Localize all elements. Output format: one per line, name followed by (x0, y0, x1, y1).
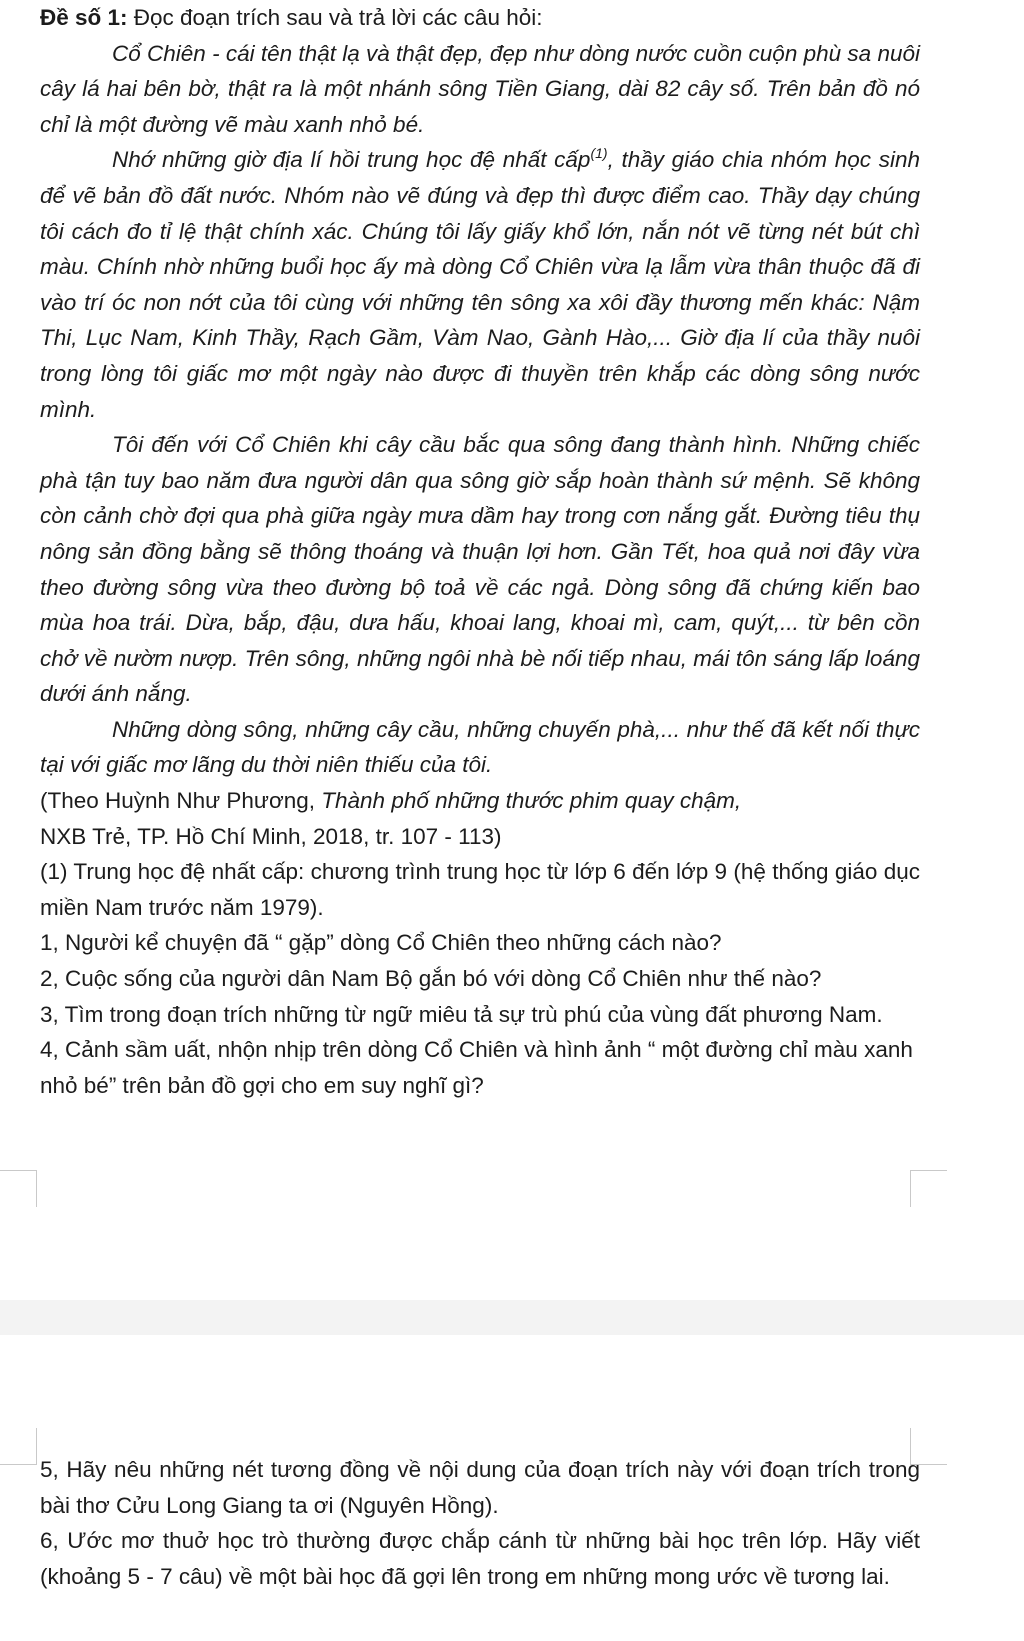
passage-paragraph-3: Tôi đến với Cổ Chiên khi cây cầu bắc qua sông đang thành hình. Những chiếc phà tận tuy bao năm đưa người dân qua sông giờ sắp hoàn thành sứ mệnh. Sẽ không còn cảnh chờ đợi qua phà giữa ngày mưa dầm hay trong cơn nắng gắt. Đường tiêu thụ nông sản đồng bằng sẽ thông thoáng và thuận lợi hơn. Gần Tết, hoa quả nơi đây vừa theo đường sông vừa theo đường bộ toả về các ngả. Dòng sông đã chứng kiến bao mùa hoa trái. Dừa, bắp, đậu, dưa hấu, khoai lang, khoai mì, cam, quýt,... từ bên cồn chở về nườm nượp. Trên sông, những ngôi nhà bè nối tiếp nhau, mái tôn sáng lấp loáng dưới ánh nắng. (40, 432, 920, 707)
question-4: 4, Cảnh sầm uất, nhộn nhịp trên dòng Cổ Chiên và hình ảnh “ một đường chỉ màu xanh nhỏ bé” trên bản đồ gợi cho em suy nghĩ gì? (40, 1037, 913, 1098)
question-3: 3, Tìm trong đoạn trích những từ ngữ miêu tả sự trù phú của vùng đất phương Nam. (40, 1001, 883, 1027)
footnote-marker: (1) (590, 145, 608, 162)
exam-heading (40, 0, 920, 36)
exam-instruction: Đọc đoạn trích sau và trả lời các câu hỏi: (127, 5, 543, 30)
exam-sheet-part-2 (40, 1452, 920, 1594)
page-corner-mark-bottom-left (0, 1428, 37, 1465)
exam-sheet-part-1 (40, 0, 920, 1103)
passage-paragraph-4: Những dòng sông, những cây cầu, những chuyến phà,... như thế đã kết nối thực tại với giấc mơ lãng du thời niên thiếu của tôi. (40, 716, 920, 778)
footnote-text: (1) Trung học đệ nhất cấp: chương trình trung học từ lớp 6 đến lớp 9 (hệ thống giáo dục miền Nam trước năm 1979). (40, 859, 920, 920)
exam-number-label: Đề số 1: (40, 5, 128, 30)
passage-paragraph-2-rest: , thầy giáo chia nhóm học sinh để vẽ bản đồ đất nước. Nhóm nào vẽ đúng và đẹp thì được điểm cao. Thầy dạy chúng tôi cách đo tỉ lệ thật chính xác. Chúng tôi lấy giấy khổ lớn, nắn nót vẽ từng nét bút chì màu. Chính nhờ những buổi học ấy mà dòng Cổ Chiên vừa lạ lẫm vừa thân thuộc đã đi vào trí óc non nớt của tôi cùng với những tên sông xa xôi đầy thương mến khác: Nậm Thi, Lục Nam, Kinh Thầy, Rạch Gầm, Vàm Nao, Gành Hào,... Giờ địa lí của thầy nuôi trong lòng tôi giấc mơ một ngày nào được đi thuyền trên khắp các dòng sông nước mình. (40, 147, 921, 422)
passage-paragraph-1: Cổ Chiên - cái tên thật lạ và thật đẹp, đẹp như dòng nước cuồn cuộn phù sa nuôi cây lá hai bên bờ, thật ra là một nhánh sông Tiền Giang, dài 82 cây số. Trên bản đồ nó chỉ là một đường vẽ màu xanh nhỏ bé. (40, 40, 920, 137)
page-corner-mark-top-left (0, 1170, 37, 1207)
question-1: 1, Người kể chuyện đã “ gặp” dòng Cổ Chiên theo những cách nào? (40, 930, 722, 956)
question-2: 2, Cuộc sống của người dân Nam Bộ gắn bó với dòng Cổ Chiên như thế nào? (40, 966, 822, 992)
question-5: 5, Hãy nêu những nét tương đồng về nội dung của đoạn trích này với đoạn trích trong bài thơ Cửu Long Giang ta ơi (Nguyên Hồng). (40, 1457, 920, 1518)
page-corner-mark-top-right (910, 1170, 947, 1207)
page-break-band (0, 1300, 1024, 1335)
passage-paragraph-2-start: Nhớ những giờ địa lí hồi trung học đệ nhất cấp (112, 147, 591, 173)
source-author: (Theo Huỳnh Như Phương, (40, 788, 322, 814)
source-book-title: Thành phố những thước phim quay chậm, (321, 788, 742, 814)
source-citation-line-1 (40, 783, 920, 819)
question-6: 6, Ước mơ thuở học trò thường được chắp cánh từ những bài học trên lớp. Hãy viết (khoảng 5 - 7 câu) về một bài học đã gợi lên trong em những mong ước về tương lai. (40, 1528, 920, 1589)
source-citation-line-2: NXB Trẻ, TP. Hồ Chí Minh, 2018, tr. 107 - 113) (40, 823, 502, 849)
passage-paragraph-2 (40, 142, 920, 427)
